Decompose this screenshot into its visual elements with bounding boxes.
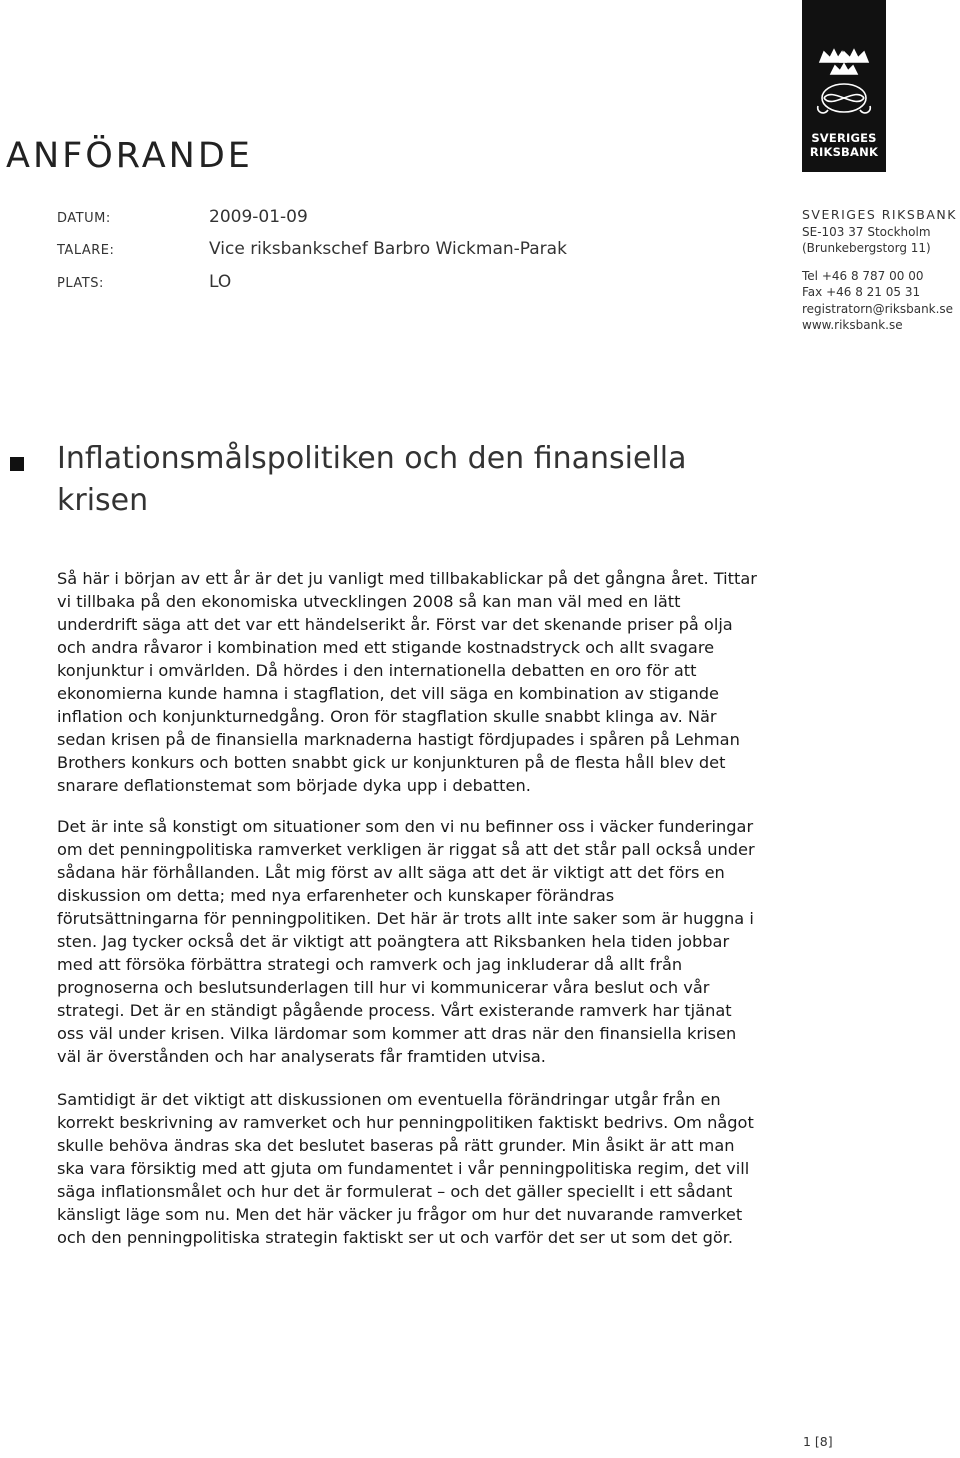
org-email: registratorn@riksbank.se [802, 301, 954, 316]
org-fax: Fax +46 8 21 05 31 [802, 285, 921, 299]
paragraph-1: Så här i början av ett år är det ju vanligt med tillbakablickar på det gångna året. Tittar vi tillbaka på den ekonomiska utvecklingen 2008 så kan man väl med en lätt underdrift säga att det var ett händelserikt år. Först var det skenande priser på olja och andra råvaror i kombination med ett stigande kostnadstryck och allt svagare konjunktur i omvärlden. Då hördes i den internationella debatten en oro för att ekonomierna kunde hamna i stagflation, det vill säga en kombination av stigande inflation och konjunkturnedgång. Oron för stagflation skulle snabbt klinga av. När sedan krisen på de finansiella marknaderna hastigt fördjupades i spåren på Lehman Brothers konkurs och botten snabbt gick ur konjunkturen på de flesta håll blev det snarare deflationstemat som började dyka upp i debatten. [57, 569, 757, 795]
crown-emblem-icon [812, 48, 876, 128]
org-address-1: SE-103 37 Stockholm [802, 224, 931, 239]
org-web: www.riksbank.se [802, 318, 903, 332]
page-number: 1 [8] [803, 1434, 833, 1449]
title-bullet-icon [10, 457, 24, 471]
speech-body [57, 567, 757, 1269]
meta-label-date: DATUM: [57, 211, 111, 226]
meta-value-place: LO [209, 272, 232, 292]
logo-line-2: RIKSBANK [809, 145, 879, 159]
org-contact [802, 207, 957, 334]
meta-value-date: 2009-01-09 [209, 207, 308, 227]
logo-line-1: SVERIGES [811, 131, 877, 145]
paragraph-2: Det är inte så konstigt om situationer som den vi nu befinner oss i väcker funderingar om det penningpolitiska ramverket verkligen är riggat så att det står pall också under sådana här förhållanden. Låt mig först av allt säga att det är viktigt att det förs en diskussion om detta; med nya erfarenheter och kunskaper förändras förutsättningarna för penningpolitiken. Det här är trots allt inte saker som är huggna i sten. Jag tycker också det är viktigt att poängtera att Riksbanken hela tiden jobbar med att försöka förbättra strategi och ramverk och jag inkluderar då allt från prognoserna och beslutsunderlagen till hur vi kommunicerar våra beslut och vår strategi. Det är en ständigt pågående process. Vårt existerande ramverk har tjänat oss väl under krisen. Vilka lärdomar som kommer att dras när den finansiella krisen väl är överstånden och har analyserats får framtiden utvisa. [57, 817, 755, 1066]
logo-text [802, 131, 886, 159]
document-type: ANFÖRANDE [6, 136, 253, 176]
org-address-2: (Brunkebergstorg 11) [802, 241, 931, 255]
org-name: SVERIGES RIKSBANK [802, 207, 957, 222]
meta-label-speaker: TALARE: [57, 243, 115, 258]
riksbank-logo [802, 0, 886, 172]
meta-label-place: PLATS: [57, 276, 104, 291]
paragraph-3: Samtidigt är det viktigt att diskussionen om eventuella förändringar utgår från en korrekt beskrivning av ramverket och hur penningpolitiken faktiskt bedrivs. Om något skulle behöva ändras ska det beslutet baseras på rätt grunder. Min åsikt är att man ska vara försiktig med att gjuta om fundamentet i vår penningpolitiska regim, det vill säga inflationsmålet och hur det är formulerat – och det gäller speciellt i ett sådant känsligt läge som nu. Men det här väcker ju frågor om hur det nuvarande ramverket och den penningpolitiska strategin faktiskt ser ut och varför det ser ut som det gör. [57, 1090, 754, 1247]
meta-value-speaker: Vice riksbankschef Barbro Wickman-Parak [209, 239, 567, 259]
speech-title: Inflationsmålspolitiken och den finansiella krisen [57, 441, 687, 518]
org-tel: Tel +46 8 787 00 00 [802, 268, 924, 283]
